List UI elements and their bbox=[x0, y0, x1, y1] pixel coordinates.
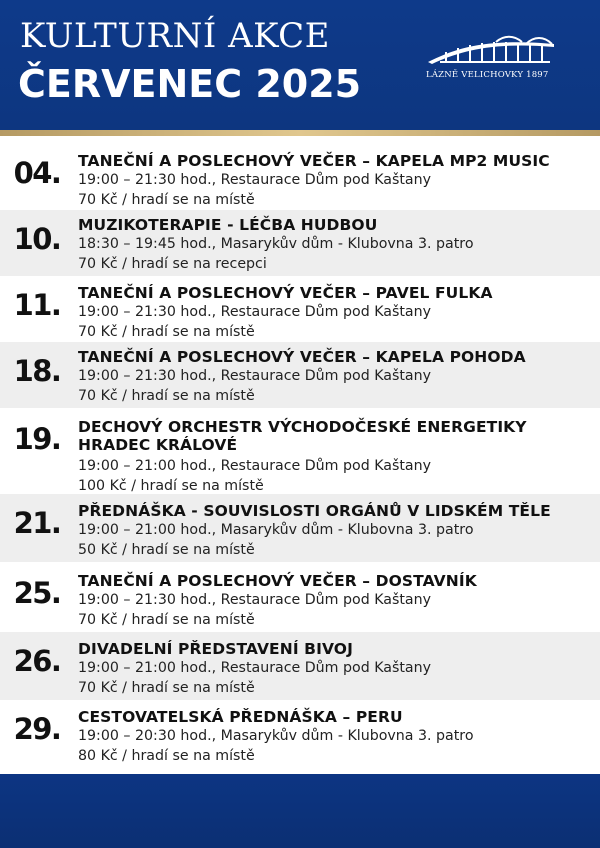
event-price: 50 Kč / hradí se na místě bbox=[78, 542, 255, 558]
event-title: TANEČNÍ A POSLECHOVÝ VEČER – PAVEL FULKA bbox=[78, 284, 493, 302]
event-row bbox=[0, 342, 600, 408]
event-price: 100 Kč / hradí se na místě bbox=[78, 478, 264, 494]
event-day: 21. bbox=[13, 506, 61, 540]
header-banner bbox=[0, 0, 600, 130]
event-title: CESTOVATELSKÁ PŘEDNÁŠKA – PERU bbox=[78, 708, 403, 726]
event-time-place: 19:00 – 21:30 hod., Restaurace Dům pod Kaštany bbox=[78, 172, 431, 188]
event-row bbox=[0, 700, 600, 774]
event-price: 70 Kč / hradí se na místě bbox=[78, 324, 255, 340]
event-row bbox=[0, 562, 600, 632]
event-row bbox=[0, 144, 600, 210]
event-time-place: 19:00 – 21:00 hod., Restaurace Dům pod Kaštany bbox=[78, 458, 431, 474]
gold-divider bbox=[0, 130, 600, 136]
event-row bbox=[0, 210, 600, 276]
event-row bbox=[0, 276, 600, 342]
event-price: 70 Kč / hradí se na místě bbox=[78, 388, 255, 404]
page-title: KULTURNÍ AKCE bbox=[20, 16, 330, 56]
event-title: PŘEDNÁŠKA - SOUVISLOSTI ORGÁNŮ V LIDSKÉM TĚLE bbox=[78, 502, 551, 520]
event-title: TANEČNÍ A POSLECHOVÝ VEČER – KAPELA MP2 MUSIC bbox=[78, 152, 550, 170]
event-price: 70 Kč / hradí se na recepci bbox=[78, 256, 267, 272]
month-title: ČERVENEC 2025 bbox=[18, 62, 362, 106]
event-row bbox=[0, 494, 600, 562]
event-time-place: 19:00 – 20:30 hod., Masarykův dům - Klubovna 3. patro bbox=[78, 728, 474, 744]
event-time-place: 19:00 – 21:30 hod., Restaurace Dům pod Kaštany bbox=[78, 304, 431, 320]
event-day: 19. bbox=[13, 422, 61, 456]
event-time-place: 19:00 – 21:30 hod., Restaurace Dům pod Kaštany bbox=[78, 592, 431, 608]
logo-building-icon bbox=[426, 34, 556, 68]
event-price: 70 Kč / hradí se na místě bbox=[78, 680, 255, 696]
event-time-place: 19:00 – 21:00 hod., Restaurace Dům pod Kaštany bbox=[78, 660, 431, 676]
event-time-place: 18:30 – 19:45 hod., Masarykův dům - Klubovna 3. patro bbox=[78, 236, 474, 252]
event-row bbox=[0, 408, 600, 494]
event-day: 29. bbox=[13, 712, 61, 746]
event-day: 10. bbox=[13, 222, 61, 256]
event-day: 18. bbox=[13, 354, 61, 388]
event-title: DIVADELNÍ PŘEDSTAVENÍ BIVOJ bbox=[78, 640, 353, 658]
event-title: TANEČNÍ A POSLECHOVÝ VEČER – KAPELA POHODA bbox=[78, 348, 526, 366]
event-title: MUZIKOTERAPIE - LÉČBA HUDBOU bbox=[78, 216, 378, 234]
event-time-place: 19:00 – 21:00 hod., Masarykův dům - Klubovna 3. patro bbox=[78, 522, 474, 538]
event-day: 25. bbox=[13, 576, 61, 610]
spa-logo bbox=[426, 34, 556, 82]
event-row bbox=[0, 632, 600, 700]
event-price: 70 Kč / hradí se na místě bbox=[78, 612, 255, 628]
event-day: 11. bbox=[13, 288, 61, 322]
event-price: 70 Kč / hradí se na místě bbox=[78, 192, 255, 208]
event-day: 26. bbox=[13, 644, 61, 678]
event-price: 80 Kč / hradí se na místě bbox=[78, 748, 255, 764]
logo-text: LÁZNĚ VELICHOVKY 1897 bbox=[426, 70, 549, 80]
footer-band bbox=[0, 774, 600, 848]
event-day: 04. bbox=[13, 156, 61, 190]
event-time-place: 19:00 – 21:30 hod., Restaurace Dům pod Kaštany bbox=[78, 368, 431, 384]
event-title: DECHOVÝ ORCHESTR VÝCHODOČESKÉ ENERGETIKY HRADEC KRÁLOVÉ bbox=[78, 418, 527, 454]
event-title: TANEČNÍ A POSLECHOVÝ VEČER – DOSTAVNÍK bbox=[78, 572, 477, 590]
